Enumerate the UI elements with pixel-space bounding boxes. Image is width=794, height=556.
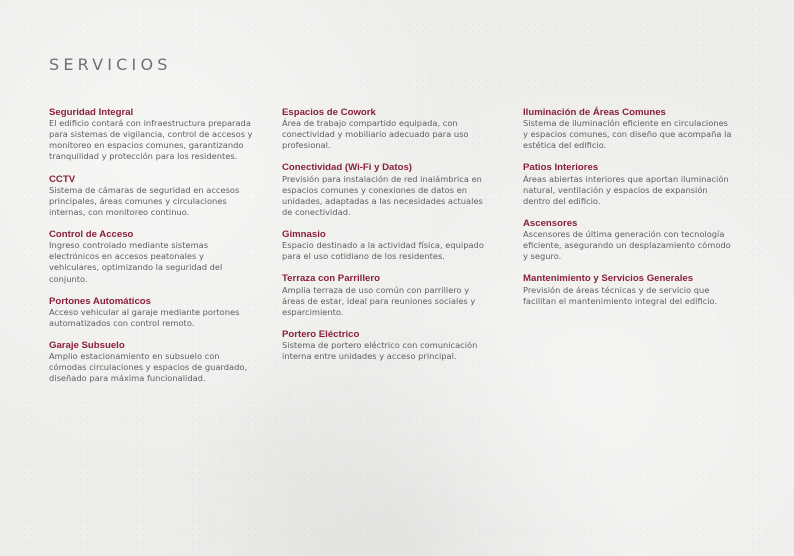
service-title: Mantenimiento y Servicios Generales xyxy=(523,273,694,285)
service-conectividad xyxy=(282,162,492,218)
service-title: Iluminación de Áreas Comunes xyxy=(523,107,666,118)
service-title: Seguridad Integral xyxy=(49,107,134,118)
page-title: SERVICIOS xyxy=(49,55,172,74)
service-description: Acceso vehicular al garaje mediante portones automatizados con control remoto. xyxy=(49,306,240,328)
service-cctv xyxy=(49,174,254,218)
service-title: Conectividad (Wi-Fi y Datos) xyxy=(282,162,412,174)
service-mantenimiento-servicios-generales xyxy=(523,273,733,306)
service-patios-interiores xyxy=(523,162,733,206)
service-title: Control de Acceso xyxy=(49,229,134,241)
services-column-3 xyxy=(523,107,733,318)
service-seguridad-integral xyxy=(49,107,254,163)
services-column-1 xyxy=(49,107,254,396)
service-title: Garaje Subsuelo xyxy=(49,340,125,352)
service-description: Área de trabajo compartido equipada, con conectividad y mobiliario adecuado para uso profesional. xyxy=(282,118,469,151)
service-description: El edificio contará con infraestructura preparada para sistemas de vigilancia, control de accesos y monitoreo en espacios comunes, garantizando tranquilidad y protección para los residentes. xyxy=(49,118,253,162)
service-description: Sistema de cámaras de seguridad en accesos principales, áreas comunes y circulaciones internas, con monitoreo continuo. xyxy=(49,184,240,217)
service-espacios-de-cowork xyxy=(282,107,492,151)
services-column-2 xyxy=(282,107,492,373)
service-description: Ascensores de última generación con tecnología eficiente, asegurando un desplazamiento cómodo y seguro. xyxy=(523,229,731,262)
service-terraza-con-parrillero xyxy=(282,273,492,317)
service-title: Espacios de Cowork xyxy=(282,107,376,118)
service-title: Terraza con Parrillero xyxy=(282,273,380,285)
service-title: Gimnasio xyxy=(282,229,326,241)
service-description: Previsión para instalación de red inalámbrica en espacios comunes y conexiones de datos en unidades, adaptadas a las necesidades actuales de conectividad. xyxy=(282,173,483,217)
service-description: Espacio destinado a la actividad física, equipado para el uso cotidiano de los residentes. xyxy=(282,240,484,262)
service-description: Previsión de áreas técnicas y de servicio que facilitan el mantenimiento integral del edificio. xyxy=(523,284,718,306)
service-description: Amplio estacionamiento en subsuelo con cómodas circulaciones y espacios de guardado, diseñado para máxima funcionalidad. xyxy=(49,351,248,384)
service-iluminacion-areas-comunes xyxy=(523,107,733,151)
service-description: Ingreso controlado mediante sistemas electrónicos en accesos peatonales y vehiculares, optimizando la seguridad del conjunto. xyxy=(49,240,223,284)
service-title: Portones Automáticos xyxy=(49,295,151,307)
service-gimnasio xyxy=(282,229,492,262)
service-portones-automaticos xyxy=(49,296,254,329)
service-title: Ascensores xyxy=(523,217,578,229)
service-control-de-acceso xyxy=(49,229,254,285)
service-description: Áreas abiertas interiores que aportan iluminación natural, ventilación y espacios de expansión dentro del edificio. xyxy=(523,173,729,206)
service-garaje-subsuelo xyxy=(49,340,254,384)
service-title: CCTV xyxy=(49,173,76,185)
service-description: Sistema de iluminación eficiente en circulaciones y espacios comunes, con diseño que acompaña la estética del edificio. xyxy=(523,118,732,151)
service-description: Amplia terraza de uso común con parrillero y áreas de estar, ideal para reuniones sociales y esparcimiento. xyxy=(282,284,476,317)
service-title: Patios Interiores xyxy=(523,162,599,174)
service-ascensores xyxy=(523,218,733,262)
service-description: Sistema de portero eléctrico con comunicación interna entre unidades y acceso principal. xyxy=(282,340,478,362)
service-title: Portero Eléctrico xyxy=(282,328,360,340)
service-portero-electrico xyxy=(282,329,492,362)
